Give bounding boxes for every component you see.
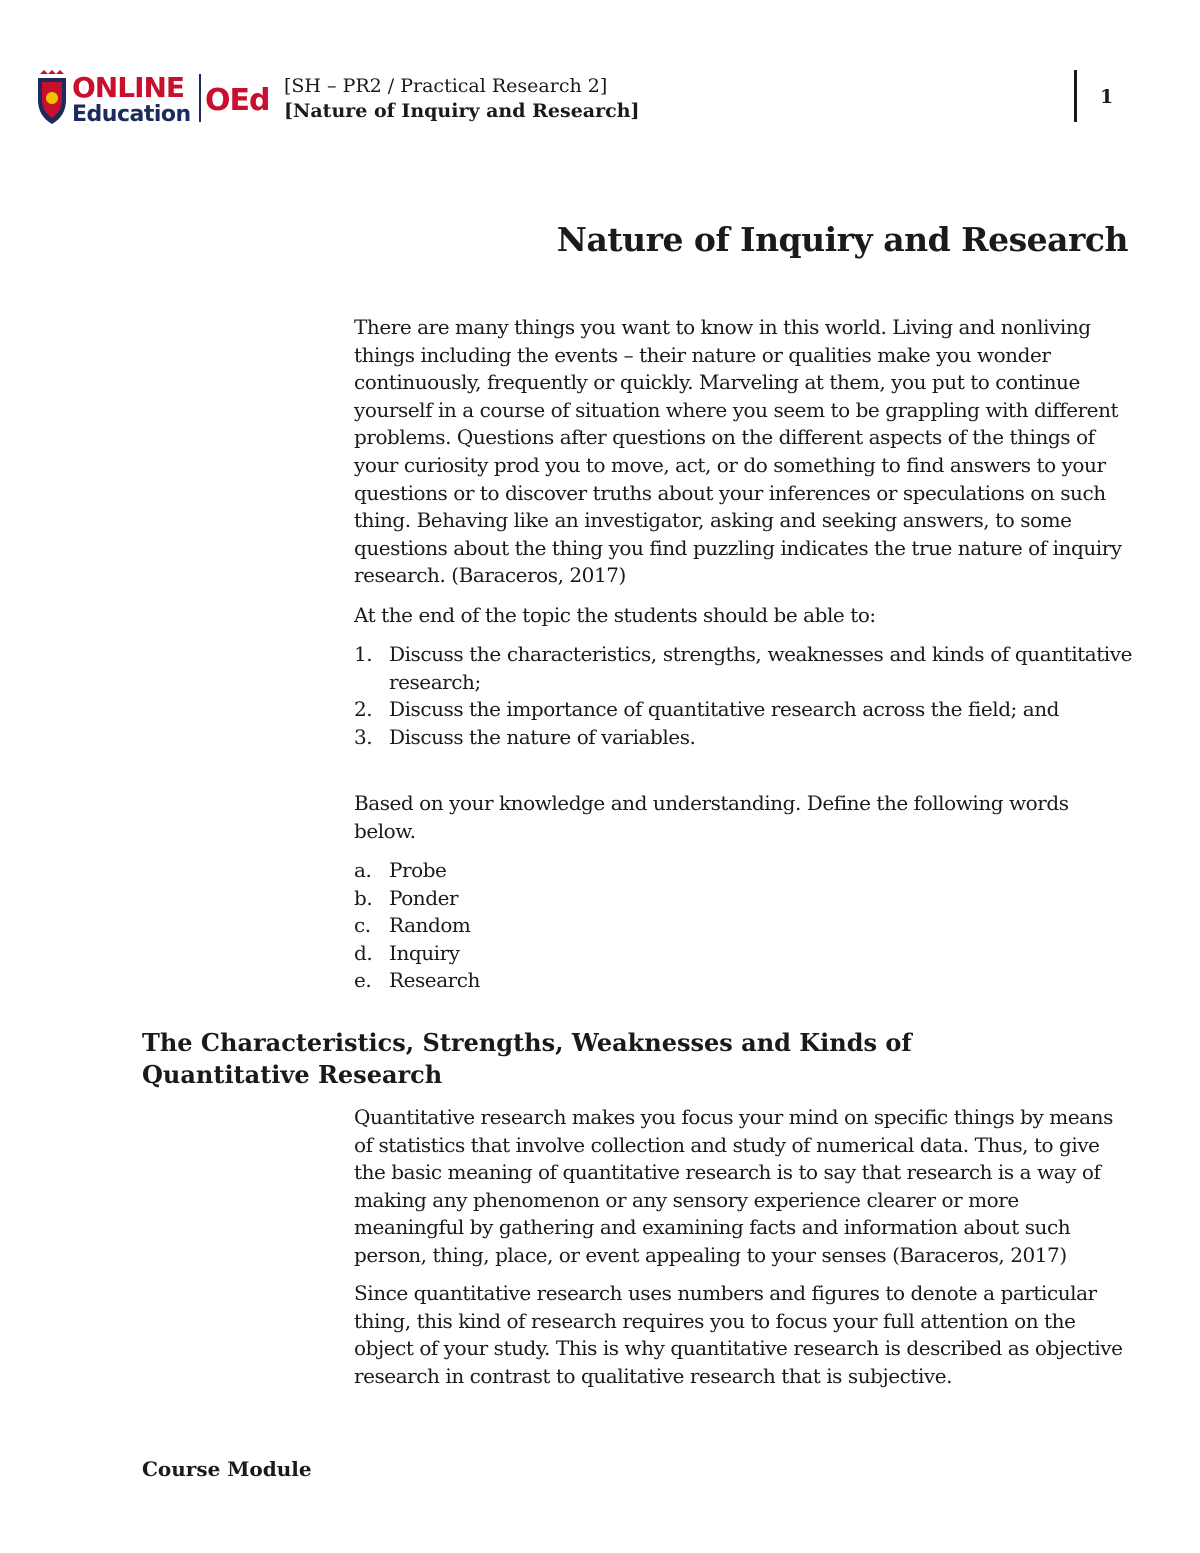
list-item-text: Inquiry	[389, 940, 460, 965]
list-item	[354, 641, 1132, 696]
page-number: 1	[1100, 86, 1114, 108]
logo-mark: OEd	[205, 83, 270, 118]
running-header	[284, 74, 640, 124]
terms-list	[354, 857, 1132, 995]
list-item-text: Discuss the importance of quantitative research across the field; and	[389, 697, 1060, 722]
intro-text: There are many things you want to know in this world. Living and nonliving things including the events – their nature or qualities make you wonder continuously, frequently or quickly. Marveling at them, you put to continue yourself in a course of situation where you seem to be grappling with different problems. Questions after questions on the different aspects of the things of your curiosity prod you to move, act, or do something to find answers to your questions or to discover truths about your inferences or speculations on such thing. Behaving like an investigator, asking and seeking answers, to some questions about the thing you find puzzling indicates the true nature of inquiry research. (Baraceros, 2017)	[354, 315, 1122, 588]
list-item	[354, 724, 1132, 752]
define-lead-text: Based on your knowledge and understanding. Define the following words below.	[354, 791, 1069, 843]
topic-line: [Nature of Inquiry and Research]	[284, 100, 640, 122]
page-title: Nature of Inquiry and Research	[556, 220, 1128, 259]
list-letter: b.	[354, 885, 373, 910]
quantitative-paragraph-1	[354, 1104, 1132, 1270]
intro-paragraph	[354, 314, 1132, 590]
logo-line2: Education	[72, 102, 191, 126]
list-letter: c.	[354, 913, 371, 938]
crest-icon	[38, 70, 66, 124]
list-letter: d.	[354, 940, 373, 965]
course-line: [SH – PR2 / Practical Research 2]	[284, 75, 608, 97]
list-letter: e.	[354, 968, 372, 993]
define-lead	[354, 790, 1132, 845]
list-number: 3.	[354, 724, 373, 749]
objectives-list	[354, 641, 1132, 751]
logo-line1: ONLINE	[72, 71, 185, 104]
online-education-logo	[36, 70, 272, 126]
objectives-lead-text: At the end of the topic the students should be able to:	[354, 603, 876, 627]
list-item-text: Research	[389, 968, 480, 993]
logo-divider	[199, 74, 201, 122]
list-item	[354, 912, 1132, 940]
list-item-text: Discuss the characteristics, strengths, weaknesses and kinds of quantitative research;	[389, 642, 1132, 694]
list-item-text: Random	[389, 913, 471, 938]
quantitative-paragraph-2	[354, 1280, 1132, 1390]
list-item-text: Probe	[389, 858, 447, 882]
list-number: 2.	[354, 697, 373, 722]
list-item	[354, 885, 1132, 913]
section-heading: The Characteristics, Strengths, Weaknesses and Kinds of Quantitative Research	[142, 1028, 912, 1089]
list-item	[354, 857, 1132, 885]
objectives-lead	[354, 602, 1132, 630]
list-letter: a.	[354, 858, 372, 882]
list-item	[354, 696, 1132, 724]
list-item-text: Ponder	[389, 885, 459, 910]
list-item	[354, 967, 1132, 995]
header-divider	[1074, 70, 1077, 122]
list-number: 1.	[354, 642, 373, 666]
footer-label: Course Module	[142, 1457, 312, 1481]
list-item	[354, 940, 1132, 968]
list-item-text: Discuss the nature of variables.	[389, 724, 696, 749]
paragraph-text: Quantitative research makes you focus your mind on specific things by means of statistics that involve collection and study of numerical data. Thus, to give the basic meaning of quantitative research is to say that research is a way of making any phenomenon or any sensory experience clearer or more meaningful by gathering and examining facts and information about such person, thing, place, or event appealing to your senses (Baraceros, 2017)	[354, 1105, 1113, 1267]
paragraph-text: Since quantitative research uses numbers and figures to denote a particular thing, this kind of research requires you to focus your full attention on the object of your study. This is why quantitative research is described as objective research in contrast to qualitative research that is subjective.	[354, 1281, 1123, 1388]
